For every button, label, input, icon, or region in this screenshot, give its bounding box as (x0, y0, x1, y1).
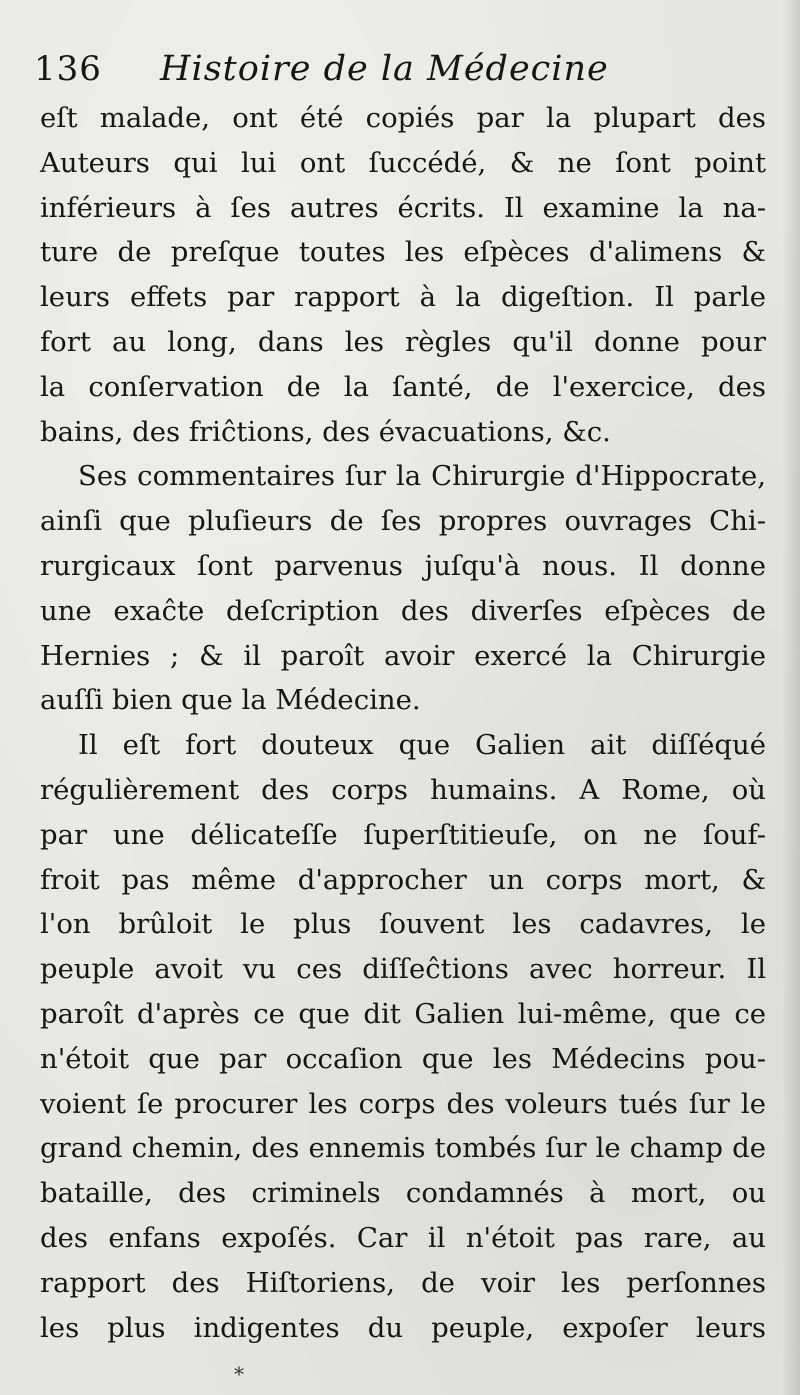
text-line: ture de preſque toutes les eſpèces d'alimens & (40, 236, 766, 269)
text-line: fort au long, dans les règles qu'il donne pour (40, 325, 766, 358)
running-title: Histoire de la Médecine (160, 49, 609, 89)
paragraph-start-line: Ses commentaires ſur la Chirurgie d'Hippocrate, (78, 460, 766, 493)
body-text (40, 96, 766, 1350)
text-line: paroît d'après ce que dit Galien lui-même, que ce (40, 997, 766, 1030)
text-line: grand chemin, des ennemis tombés ſur le champ de (40, 1132, 766, 1165)
page-edge-shadow (782, 0, 800, 1395)
printer-mark: ⁎ (234, 1356, 244, 1380)
text-line: inférieurs à ſes autres écrits. Il examine la na- (40, 191, 766, 224)
text-line: bains, des friĉtions, des évacuations, &c. (40, 415, 611, 448)
paragraph-start-line: Il eſt fort douteux que Galien ait diſſéqué (78, 729, 766, 762)
text-line: les plus indigentes du peuple, expoſer leurs (40, 1311, 766, 1344)
text-line: bataille, des criminels condamnés à mort, ou (40, 1177, 766, 1210)
text-line: n'étoit que par occaſion que les Médecins pou- (40, 1042, 766, 1075)
page-header (34, 44, 774, 94)
text-line: rapport des Hiſtoriens, de voir les perſonnes (40, 1266, 766, 1299)
text-line: la conſervation de la ſanté, de l'exercice, des (40, 370, 766, 403)
page-number: 136 (34, 49, 102, 89)
text-line: froit pas même d'approcher un corps mort, & (40, 863, 766, 896)
text-line: par une délicateſſe ſuperſtitieuſe, on ne ſouf- (40, 818, 766, 851)
text-line: eſt malade, ont été copiés par la plupart des (40, 102, 766, 134)
text-line: Auteurs qui lui ont ſuccédé, & ne ſont point (40, 146, 766, 179)
text-line: auſſi bien que la Médecine. (40, 684, 421, 717)
text-line: une exaĉte deſcription des diverſes eſpèces de (40, 594, 766, 627)
text-line: voient ſe procurer les corps des voleurs tués ſur le (40, 1087, 766, 1120)
text-line: des enfans expoſés. Car il n'étoit pas rare, au (40, 1221, 766, 1254)
text-line: ainſi que pluſieurs de ſes propres ouvrages Chi- (40, 505, 766, 538)
text-line: régulièrement des corps humains. A Rome, où (40, 773, 766, 806)
text-line: l'on brûloit le plus ſouvent les cadavres, le (40, 908, 766, 941)
text-line: leurs effets par rapport à la digeſtion. Il parle (40, 281, 766, 314)
text-line: rurgicaux ſont parvenus juſqu'à nous. Il donne (40, 549, 766, 582)
text-line: Hernies ; & il paroît avoir exercé la Chirurgie (40, 639, 766, 672)
text-line: peuple avoit vu ces diſſeĉtions avec horreur. Il (40, 953, 766, 986)
